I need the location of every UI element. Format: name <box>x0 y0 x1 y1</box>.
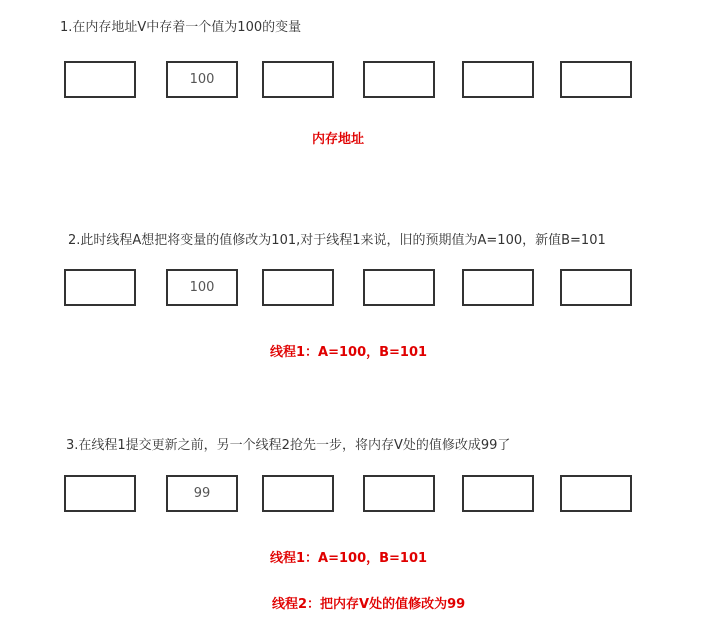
memory-cell <box>560 61 632 98</box>
memory-cell <box>262 269 334 306</box>
memory-cell-v: 99 <box>166 475 238 512</box>
step-3-title: 3.在线程1提交更新之前，另一个线程2抢先一步，将内存V处的值修改成99了 <box>66 438 511 453</box>
memory-cell <box>363 269 435 306</box>
step-2-title: 2.此时线程A想把将变量的值修改为101,对于线程1来说，旧的预期值为A=100，新值B=101 <box>68 233 606 248</box>
thread-1-note: 线程1：A=100，B=101 <box>270 345 428 360</box>
memory-cell <box>560 269 632 306</box>
memory-cell <box>363 61 435 98</box>
memory-address-label: 内存地址 <box>312 132 365 147</box>
step-1-title: 1.在内存地址V中存着一个值为100的变量 <box>60 20 302 35</box>
memory-cell <box>363 475 435 512</box>
memory-cell <box>462 61 534 98</box>
memory-cell <box>462 475 534 512</box>
memory-cell <box>262 61 334 98</box>
memory-cell-v: 100 <box>166 61 238 98</box>
memory-cell <box>64 61 136 98</box>
thread-2-note: 线程2：把内存V处的值修改为99 <box>272 597 466 612</box>
thread-1-note: 线程1：A=100，B=101 <box>270 551 428 566</box>
memory-cell <box>262 475 334 512</box>
memory-cell <box>64 475 136 512</box>
memory-cell-v: 100 <box>166 269 238 306</box>
memory-cell <box>64 269 136 306</box>
memory-cell <box>462 269 534 306</box>
memory-cell <box>560 475 632 512</box>
